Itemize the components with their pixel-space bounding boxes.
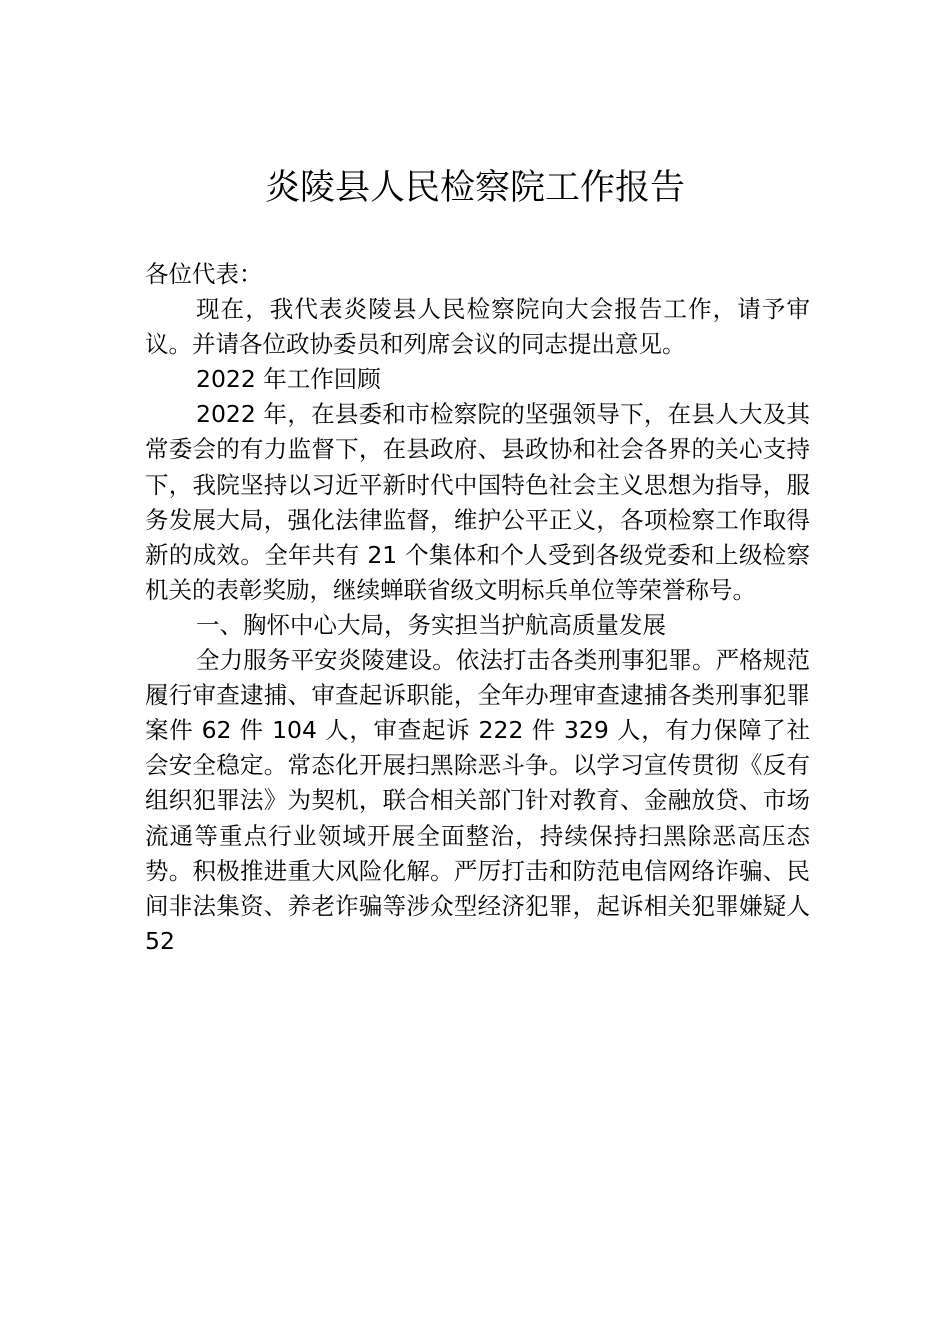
salutation: 各位代表：	[145, 260, 263, 288]
document-body	[145, 257, 810, 959]
document-title: 炎陵县人民检察院工作报告	[264, 168, 685, 208]
section-one-heading: 一、胸怀中心大局，务实担当护航高质量发展	[196, 610, 666, 639]
intro-paragraph: 现在，我代表炎陵县人民检察院向大会报告工作，请予审议。并请各位政协委员和列席会议的同志提出意见。	[145, 295, 810, 359]
section-review-heading: 2022 年工作回顾	[196, 365, 381, 394]
review-paragraph: 2022 年，在县委和市检察院的坚强领导下，在县人大及其常委会的有力监督下，在县政府、县政协和社会各界的关心支持下，我院坚持以习近平新时代中国特色社会主义思想为指导，服务发展大局，强化法律监督，维护公平正义，各项检察工作取得新的成效。全年共有 21 个集体和个人受到各级党委和上级检察机关的表彰奖励，继续蝉联省级文明标兵单位等荣誉称号。	[145, 400, 810, 604]
section-one-paragraph: 全力服务平安炎陵建设。依法打击各类刑事犯罪。严格规范履行审查逮捕、审查起诉职能，全年办理审查逮捕各类刑事犯罪案件 62 件 104 人，审查起诉 222 件 329 人，有力保障了社会安全稳定。常态化开展扫黑除恶斗争。以学习宣传贯彻《反有组织犯罪法》为契机，联合相关部门针对教育、金融放贷、市场流通等重点行业领域开展全面整治，持续保持扫黑除恶高压态势。积极推进重大风险化解。严厉打击和防范电信网络诈骗、民间非法集资、养老诈骗等涉众型经济犯罪，起诉相关犯罪嫌疑人 52	[145, 646, 810, 955]
